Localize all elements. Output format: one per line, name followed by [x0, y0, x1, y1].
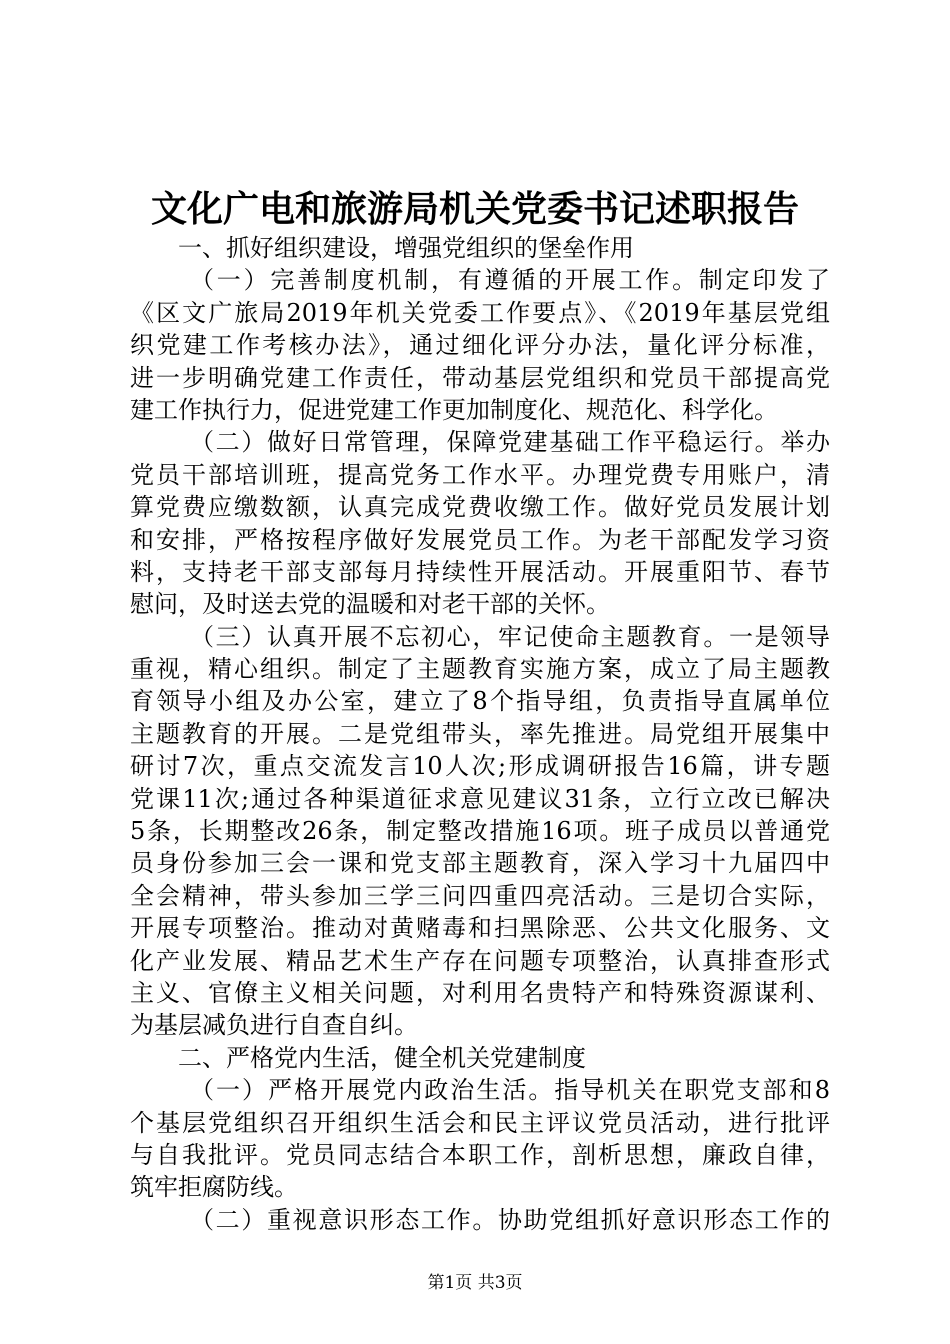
paragraph-line: 和安排，严格按程序做好发展党员工作。为老干部配发学习资 — [130, 525, 830, 554]
paragraph-line: 与自我批评。党员同志结合本职工作，剖析思想，廉政自律， — [130, 1140, 830, 1169]
paragraph-line: 育领导小组及办公室，建立了8个指导组，负责指导直属单位 — [130, 687, 830, 716]
page-footer: 第1页 共3页 — [427, 1273, 523, 1293]
paragraph-line: 慰问，及时送去党的温暖和对老干部的关怀。 — [130, 590, 610, 619]
paragraph-line: 料，支持老干部支部每月持续性开展活动。开展重阳节、春节 — [130, 557, 830, 586]
paragraph-line: 织党建工作考核办法》，通过细化评分办法，量化评分标准， — [130, 331, 830, 360]
section-heading: 一、抓好组织建设，增强党组织的堡垒作用 — [178, 234, 634, 262]
paragraph-line: （一）严格开展党内政治生活。指导机关在职党支部和8 — [190, 1076, 830, 1105]
paragraph-line: 开展专项整治。推动对黄赌毒和扫黑除恶、公共文化服务、文 — [130, 914, 830, 943]
paragraph-line: 全会精神，带头参加三学三问四重四亮活动。三是切合实际， — [130, 881, 830, 910]
paragraph-line: 《区文广旅局2019年机关党委工作要点》、《2019年基层党组 — [130, 298, 830, 327]
paragraph-line: （二）做好日常管理，保障党建基础工作平稳运行。举办 — [190, 428, 830, 457]
document-title: 文化广电和旅游局机关党委书记述职报告 — [150, 188, 799, 230]
paragraph-line: 党课11次;通过各种渠道征求意见建议31条，立行立改已解决 — [130, 784, 830, 813]
paragraph-line: 5条，长期整改26条，制定整改措施16项。班子成员以普通党 — [130, 817, 830, 846]
paragraph-line: 进一步明确党建工作责任，带动基层党组织和党员干部提高党 — [130, 363, 830, 392]
paragraph-line: 主题教育的开展。二是党组带头，率先推进。局党组开展集中 — [130, 719, 830, 748]
paragraph-line: 主义、官僚主义相关问题，对利用名贵特产和特殊资源谋利、 — [130, 978, 830, 1007]
paragraph-line: （一）完善制度机制，有遵循的开展工作。制定印发了 — [190, 266, 830, 295]
paragraph-line: 算党费应缴数额，认真完成党费收缴工作。做好党员发展计划 — [130, 493, 830, 522]
paragraph-line: 化产业发展、精品艺术生产存在问题专项整治，认真排查形式 — [130, 946, 830, 975]
paragraph-line: 研讨7次，重点交流发言10人次;形成调研报告16篇，讲专题 — [130, 752, 830, 781]
paragraph-line: 党员干部培训班，提高党务工作水平。办理党费专用账户，清 — [130, 460, 830, 489]
paragraph-line: （三）认真开展不忘初心，牢记使命主题教育。一是领导 — [190, 622, 830, 651]
section-heading: 二、严格党内生活，健全机关党建制度 — [178, 1043, 586, 1072]
paragraph-line: 为基层减负进行自查自纠。 — [130, 1011, 418, 1040]
paragraph-line: 建工作执行力，促进党建工作更加制度化、规范化、科学化。 — [130, 395, 778, 424]
document-body — [130, 232, 830, 1236]
paragraph-line: 个基层党组织召开组织生活会和民主评议党员活动，进行批评 — [130, 1108, 830, 1137]
paragraph-line: 员身份参加三会一课和党支部主题教育，深入学习十九届四中 — [130, 849, 830, 878]
paragraph-line: 重视，精心组织。制定了主题教育实施方案，成立了局主题教 — [130, 655, 830, 684]
paragraph-line: 筑牢拒腐防线。 — [130, 1173, 298, 1202]
paragraph-line: （二）重视意识形态工作。协助党组抓好意识形态工作的 — [190, 1205, 830, 1234]
